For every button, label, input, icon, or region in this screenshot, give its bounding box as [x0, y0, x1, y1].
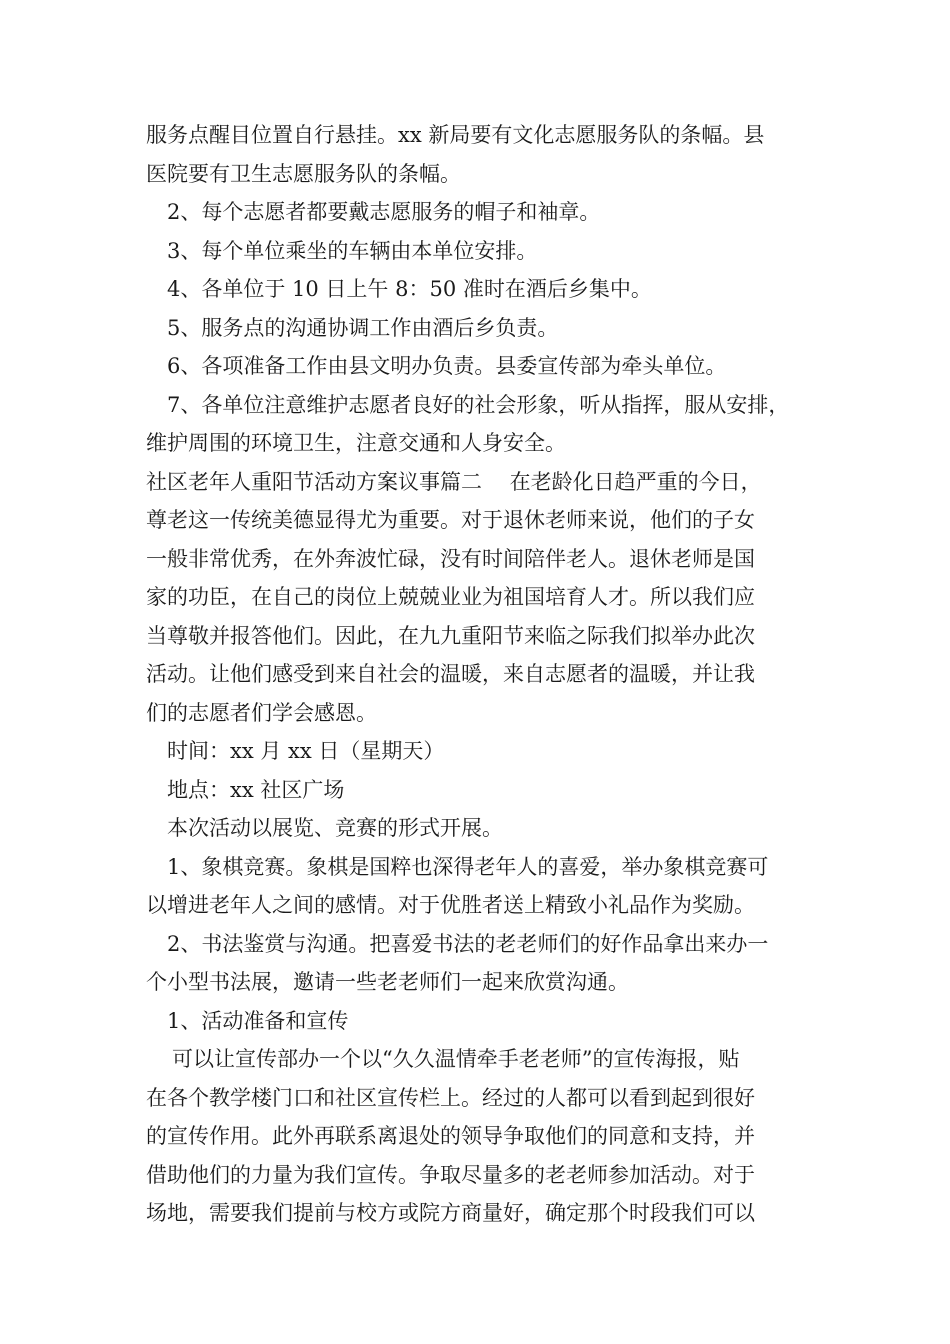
- paragraph: [146, 1002, 822, 1041]
- text-line: 家的功臣，在自己的岗位上兢兢业业为祖国培育人才。所以我们应: [146, 585, 755, 609]
- text-line: 2、每个志愿者都要戴志愿服务的帽子和袖章。: [167, 200, 601, 224]
- text-line: 1、活动准备和宣传: [167, 1008, 349, 1033]
- text-line: 5、服务点的沟通协调工作由酒后乡负责。: [167, 315, 559, 340]
- text-line: 在各个教学楼门口和社区宣传栏上。经过的人都可以看到起到很好: [146, 1085, 755, 1110]
- text-line: 时间：xx 月 xx 日（星期天）: [167, 739, 445, 763]
- paragraph: [146, 771, 822, 810]
- text-line: 当尊敬并报答他们。因此，在九九重阳节来临之际我们拟举办此次: [146, 623, 755, 648]
- text-line: 服务点醒目位置自行悬挂。xx 新局要有文化志愿服务队的条幅。县: [146, 123, 765, 147]
- text-line: 场地，需要我们提前与校方或院方商量好，确定那个时段我们可以: [146, 1201, 755, 1225]
- paragraph: [146, 848, 822, 925]
- text-line: 以增进老年人之间的感情。对于优胜者送上精致小礼品作为奖励。: [146, 893, 755, 917]
- text-line: 们的志愿者们学会感恩。: [146, 700, 377, 725]
- paragraph: [146, 809, 822, 848]
- paragraph: [146, 232, 822, 271]
- paragraph: [146, 925, 822, 1002]
- paragraph: [146, 116, 822, 193]
- text-line: 3、每个单位乘坐的车辆由本单位安排。: [167, 238, 538, 263]
- text-line: 地点：xx 社区广场: [167, 777, 345, 802]
- text-line: 医院要有卫生志愿服务队的条幅。: [146, 161, 461, 186]
- text-line: 社区老年人重阳节活动方案议事篇二 在老龄化日趋严重的今日，: [146, 469, 762, 494]
- text-line: 维护周围的环境卫生，注意交通和人身安全。: [146, 431, 566, 455]
- text-line: 2、书法鉴赏与沟通。把喜爱书法的老老师们的好作品拿出来办一: [167, 931, 769, 956]
- text-line: 可以让宣传部办一个以“久久温情牵手老老师”的宣传海报，贴: [172, 1047, 740, 1071]
- paragraph: [146, 347, 822, 386]
- paragraph: [146, 463, 822, 733]
- paragraph: [146, 732, 822, 771]
- text-line: 个小型书法展，邀请一些老老师们一起来欣赏沟通。: [146, 970, 629, 994]
- paragraph: [146, 309, 822, 348]
- text-line: 一般非常优秀，在外奔波忙碌，没有时间陪伴老人。退休老师是国: [146, 546, 755, 571]
- text-line: 活动。让他们感受到来自社会的温暖，来自志愿者的温暖，并让我: [146, 662, 755, 686]
- paragraph: [146, 193, 822, 232]
- text-line: 1、象棋竞赛。象棋是国粹也深得老年人的喜爱，举办象棋竞赛可: [167, 854, 769, 879]
- text-line: 4、各单位于 10 日上午 8：50 准时在酒后乡集中。: [167, 277, 652, 301]
- text-line: 尊老这一传统美德显得尤为重要。对于退休老师来说，他们的子女: [146, 508, 755, 532]
- text-line: 本次活动以展览、竞赛的形式开展。: [167, 816, 503, 840]
- text-line: 的宣传作用。此外再联系离退处的领导争取他们的同意和支持，并: [146, 1124, 755, 1148]
- paragraph: [146, 270, 822, 309]
- paragraph: [146, 386, 822, 463]
- text-line: 借助他们的力量为我们宣传。争取尽量多的老老师参加活动。对于: [146, 1162, 755, 1187]
- text-line: 6、各项准备工作由县文明办负责。县委宣传部为牵头单位。: [167, 354, 727, 378]
- text-line: 7、各单位注意维护志愿者良好的社会形象，听从指挥，服从安排，: [167, 392, 790, 417]
- paragraph: [146, 1040, 822, 1233]
- document-body: [146, 116, 822, 1233]
